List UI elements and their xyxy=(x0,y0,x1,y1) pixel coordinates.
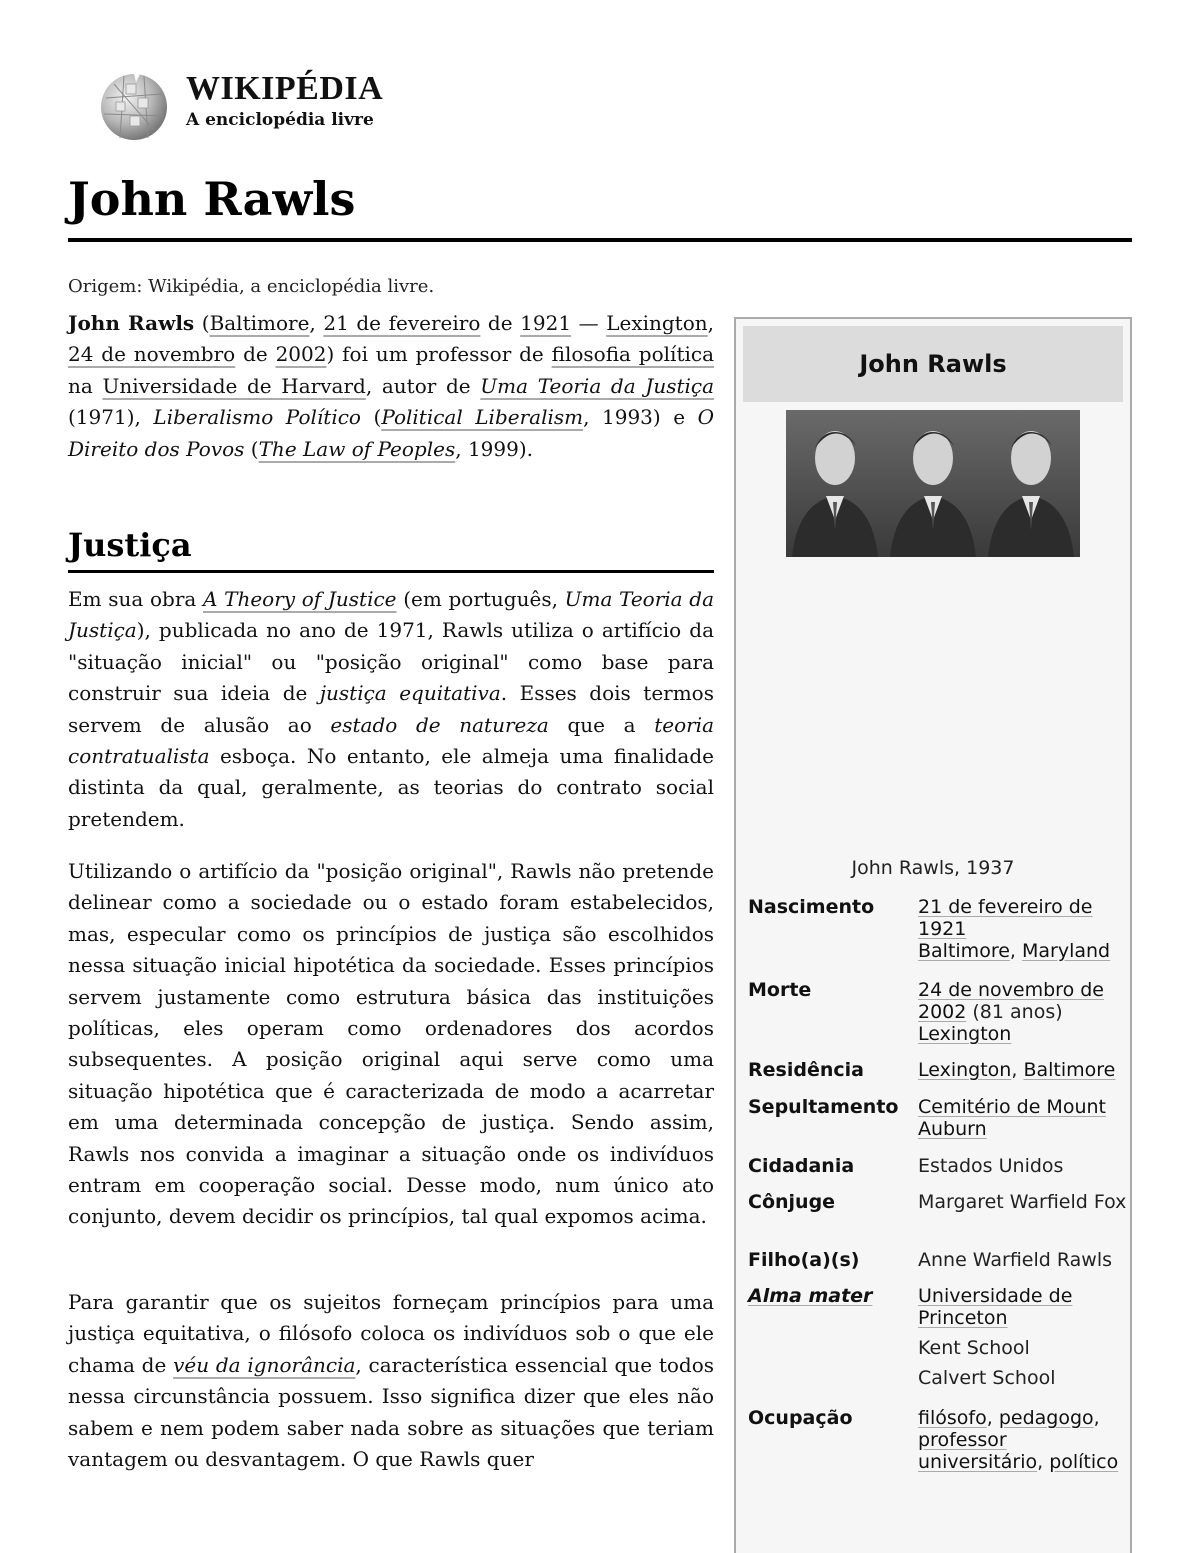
text: de xyxy=(235,342,276,367)
value-filhos: Anne Warfield Rawls xyxy=(918,1249,1113,1271)
text: Em sua obra xyxy=(68,587,203,611)
text: ( xyxy=(360,405,382,430)
link-a-theory-of-justice[interactable] xyxy=(203,587,397,611)
title-divider xyxy=(68,238,1132,242)
section-paragraph-2 xyxy=(68,856,714,1233)
label-nascimento: Nascimento xyxy=(748,896,875,918)
link-death-date[interactable]: 24 de novembro de 2002 xyxy=(918,979,1104,1023)
text: , autor de xyxy=(365,373,481,398)
wikipedia-globe-icon xyxy=(96,70,172,142)
link-death-date[interactable]: 24 de novembro xyxy=(68,342,236,367)
link-lexington[interactable]: Lexington xyxy=(918,1023,1012,1045)
text: , 1993) e xyxy=(583,405,698,430)
section-paragraph-3 xyxy=(68,1287,714,1475)
link-veu-da-ignorancia[interactable] xyxy=(173,1353,355,1377)
term-teoria-contratualista: teoria contratualista xyxy=(68,712,714,769)
label-cidadania: Cidadania xyxy=(748,1155,855,1177)
value-ocupacao xyxy=(918,1407,1128,1473)
infobox xyxy=(734,317,1132,1553)
separator: , xyxy=(1037,1451,1050,1473)
link-baltimore[interactable]: Baltimore xyxy=(209,311,310,335)
text: na xyxy=(68,373,103,398)
calvert-school: Calvert School xyxy=(918,1367,1056,1389)
portrait-image[interactable] xyxy=(786,410,1080,557)
book-title: The Law of Peoples xyxy=(258,436,456,461)
link-maryland[interactable]: Maryland xyxy=(1022,940,1111,962)
link-political-philosophy[interactable]: filosofia política xyxy=(551,342,714,367)
wikipedia-logo[interactable] xyxy=(96,68,386,144)
label-conjuge: Cônjuge xyxy=(748,1191,836,1213)
value-conjuge: Margaret Warfield Fox xyxy=(918,1191,1127,1213)
link-mount-auburn[interactable]: Cemitério de Mount Auburn xyxy=(918,1096,1106,1140)
link-baltimore[interactable]: Baltimore xyxy=(918,940,1010,962)
label-sepultamento: Sepultamento xyxy=(748,1096,899,1118)
age: (81 anos) xyxy=(966,1001,1063,1023)
separator: , xyxy=(1011,1059,1024,1081)
text: , xyxy=(707,311,714,335)
term-estado-de-natureza: estado de natureza xyxy=(330,712,549,737)
value-cidadania: Estados Unidos xyxy=(918,1155,1064,1177)
text: (em português, xyxy=(396,587,565,611)
section-heading-justica: Justiça xyxy=(68,526,192,564)
book-title: Uma Teoria da Justiça xyxy=(480,373,715,398)
separator: , xyxy=(1009,940,1022,962)
book-political-liberalism: Liberalismo Político xyxy=(153,405,361,430)
text: , xyxy=(309,311,324,335)
label-filhos: Filho(a)(s) xyxy=(748,1249,860,1271)
book-title-pt: Uma Teoria da Justiça xyxy=(68,587,714,643)
label-morte: Morte xyxy=(748,979,812,1001)
link-birth-date[interactable]: 21 de fevereiro xyxy=(323,311,481,335)
section-divider xyxy=(68,570,714,573)
text: ), publicada no ano de 1971, Rawls utiliza o artifício da "situação inicial" ou "posição original" como base para construir sua ideia de xyxy=(68,618,714,706)
text: . Esses dois termos servem de alusão ao xyxy=(68,681,714,737)
kent-school: Kent School xyxy=(918,1337,1030,1359)
page-title: John Rawls xyxy=(68,172,356,226)
link-lexington[interactable]: Lexington xyxy=(606,311,708,335)
link-professor-universitario[interactable]: professor universitário xyxy=(918,1429,1038,1473)
text: ) foi um professor de xyxy=(326,342,552,367)
text: (1971), xyxy=(68,405,154,430)
book-title: A Theory of Justice xyxy=(203,587,397,611)
link-pedagogo[interactable]: pedagogo xyxy=(998,1407,1094,1429)
text: ( xyxy=(244,436,259,461)
book-title: Political Liberalism xyxy=(381,405,584,430)
text: de xyxy=(480,311,521,335)
value-sepultamento xyxy=(918,1096,1128,1140)
text: , característica essencial que todos nessa circunstância possuem. Isso significa dizer que eles não sabem e nem podem saber nada sobre as situações que teriam vantagem ou desvantagem. O que Rawls quer xyxy=(68,1352,715,1472)
link-alma-mater[interactable]: Alma mater xyxy=(748,1285,873,1307)
lead-paragraph xyxy=(68,308,714,465)
link-political-liberalism[interactable] xyxy=(381,405,583,429)
link-birth-date[interactable]: 21 de fevereiro de 1921 xyxy=(918,896,1093,940)
link-filosofo[interactable]: filósofo xyxy=(918,1407,987,1429)
link-death-year[interactable]: 2002 xyxy=(275,342,327,367)
value-alma-mater xyxy=(918,1285,1128,1389)
text: que a xyxy=(548,712,655,737)
separator: , xyxy=(986,1407,999,1429)
text: — xyxy=(571,311,607,335)
link-birth-year[interactable]: 1921 xyxy=(520,311,572,335)
text: esboça. No entanto, ele almeja uma finalidade distinta da qual, geralmente, as teorias do contrato social pretendem. xyxy=(68,744,714,831)
value-residencia xyxy=(918,1059,1128,1081)
text: , 1999). xyxy=(455,436,534,461)
paragraph-text: Utilizando o artifício da "posição original", Rawls não pretende delinear como a sociedade ou o estado foram estabelecidos, mas, especular como os princípios de justiça são escolhidos nessa situação inicial hipotética da sociedade. Esses princípios servem justamente como estrutura básica das instituições políticas, eles operam como ordenadores dos acordos subsequentes. A posição original aqui serve como uma situação hipotética que é caracterizada de modo a acarretar em uma determinada concepção de justiça. Sendo assim, Rawls nos convida a imaginar a situação onde os indivíduos entram em cooperação social. Desse modo, num único ato conjunto, devem decidir os princípios, tal qual expomos acima. xyxy=(68,859,714,1229)
book-law-of-peoples-pt: O Direito dos Povos xyxy=(68,405,715,461)
infobox-title: John Rawls xyxy=(743,326,1123,402)
link-baltimore[interactable]: Baltimore xyxy=(1023,1059,1116,1081)
subject-name: John Rawls xyxy=(68,311,195,335)
value-nascimento xyxy=(918,896,1128,962)
text: ( xyxy=(194,311,210,335)
logo-wordmark: WIKIPÉDIA xyxy=(186,70,384,107)
label-ocupacao: Ocupação xyxy=(748,1407,853,1429)
value-morte xyxy=(918,979,1128,1045)
logo-tagline: A enciclopédia livre xyxy=(186,110,374,130)
image-caption: John Rawls, 1937 xyxy=(851,857,1015,879)
label-alma-mater xyxy=(748,1285,908,1307)
link-lexington[interactable]: Lexington xyxy=(918,1059,1012,1081)
spacer xyxy=(918,1329,1128,1337)
link-princeton[interactable]: Universidade de Princeton xyxy=(918,1285,1073,1329)
link-law-of-peoples[interactable] xyxy=(259,437,456,461)
term-justica-equitativa: justiça equitativa xyxy=(319,681,501,706)
spacer xyxy=(918,1359,1128,1367)
origin-note: Origem: Wikipédia, a enciclopédia livre. xyxy=(68,276,435,297)
separator: , xyxy=(1093,1407,1100,1429)
term: véu da ignorância xyxy=(173,1352,356,1377)
link-book-theory-of-justice[interactable] xyxy=(480,374,714,398)
text: Para garantir que os sujeitos forneçam princípios para uma justiça equitativa, o filósofo coloca os indivíduos sob o que ele chama de xyxy=(68,1290,714,1377)
label-residencia: Residência xyxy=(748,1059,864,1081)
link-politico[interactable]: político xyxy=(1049,1451,1119,1473)
link-harvard[interactable]: Universidade de Harvard xyxy=(102,373,366,398)
section-paragraph-1 xyxy=(68,584,714,835)
